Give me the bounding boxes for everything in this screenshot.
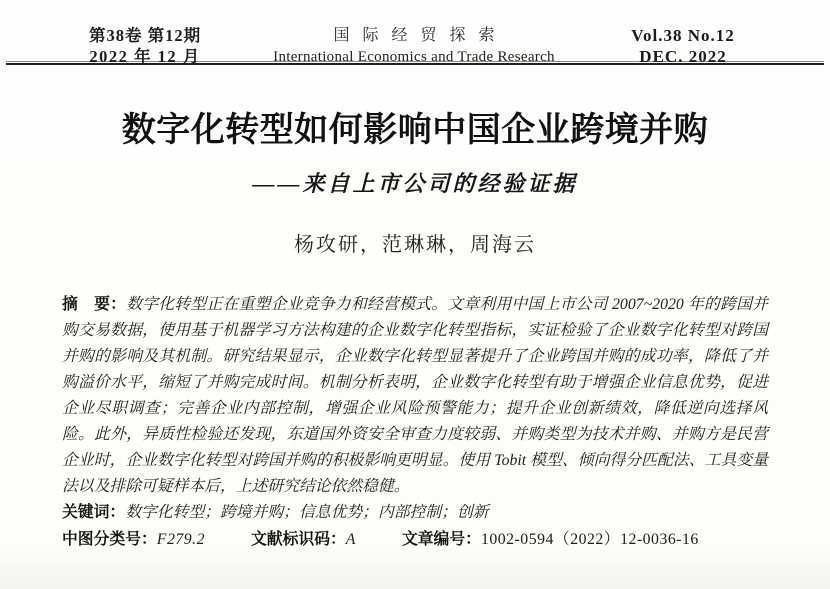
abstract-text: 数字化转型正在重塑企业竞争力和经营模式。文章利用中国上市公司 2007~2020 年的跨国并购交易数据，使用基于机器学习方法构建的企业数字化转型指标，实证检验了企业数字化转型对跨国并购的影响及其机制。研究结果显示，企业数字化转型显著提升了企业跨国并购的成功率，降低了并购溢价水平，缩短了并购完成时间。机制分析表明，企业数字化转型有助于增强企业信息优势，促进企业尽职调查；完善企业内部控制，增强企业风险预警能力；提升企业创新绩效，降低逆向选择风险。此外，异质性检验还发现，东道国外资安全审查力度较弱、并购类型为技术并购、并购方是民营企业时，企业数字化转型对跨国并购的积极影响更明显。使用 Tobit 模型、倾向得分匹配法、工具变量法以及排除可疑样本后，上述研究结论依然稳健。: [62, 296, 768, 495]
keywords-label: 关键词：: [62, 504, 126, 521]
abstract-label: 摘 要：: [62, 296, 127, 313]
article-subtitle: ——来自上市公司的经验证据: [252, 171, 578, 196]
keywords-text: 数字化转型；跨境并购；信息优势；内部控制；创新: [125, 504, 489, 521]
classification-line: [62, 526, 768, 554]
journal-masthead: [0, 0, 830, 66]
article-title: 数字化转型如何影响中国企业跨境并购: [121, 111, 709, 149]
article-id-segment: [402, 526, 699, 554]
article-id-value: 1002-0594（2022）12-0036-16: [480, 531, 699, 548]
issue-date-cn: 2022 年 12 月: [89, 46, 201, 66]
clc-segment: [62, 526, 205, 554]
journal-name-en: International Economics and Trade Research: [273, 48, 555, 65]
masthead-volume-block-en: [608, 25, 758, 68]
doc-code-segment: [251, 526, 356, 554]
volume-issue-cn: 第38卷 第12期: [88, 25, 202, 45]
article-id-label: 文章编号：: [401, 531, 481, 548]
keywords-line: [62, 500, 768, 526]
article-authors: 杨攻研，范琳琳，周海云: [294, 234, 536, 256]
masthead-volume-block: [70, 25, 220, 68]
clc-value: F279.2: [156, 531, 205, 548]
masthead-journal-name-block: [220, 25, 608, 68]
journal-name-cn: 国际经贸探索: [333, 26, 508, 44]
issue-date-en: DEC. 2022: [639, 46, 727, 66]
abstract-paragraph: [62, 292, 768, 500]
clc-label: 中图分类号：: [62, 531, 157, 548]
volume-issue-en: Vol.38 No.12: [631, 25, 735, 45]
doc-code-value: A: [345, 531, 356, 548]
doc-code-label: 文献标识码：: [251, 531, 346, 548]
